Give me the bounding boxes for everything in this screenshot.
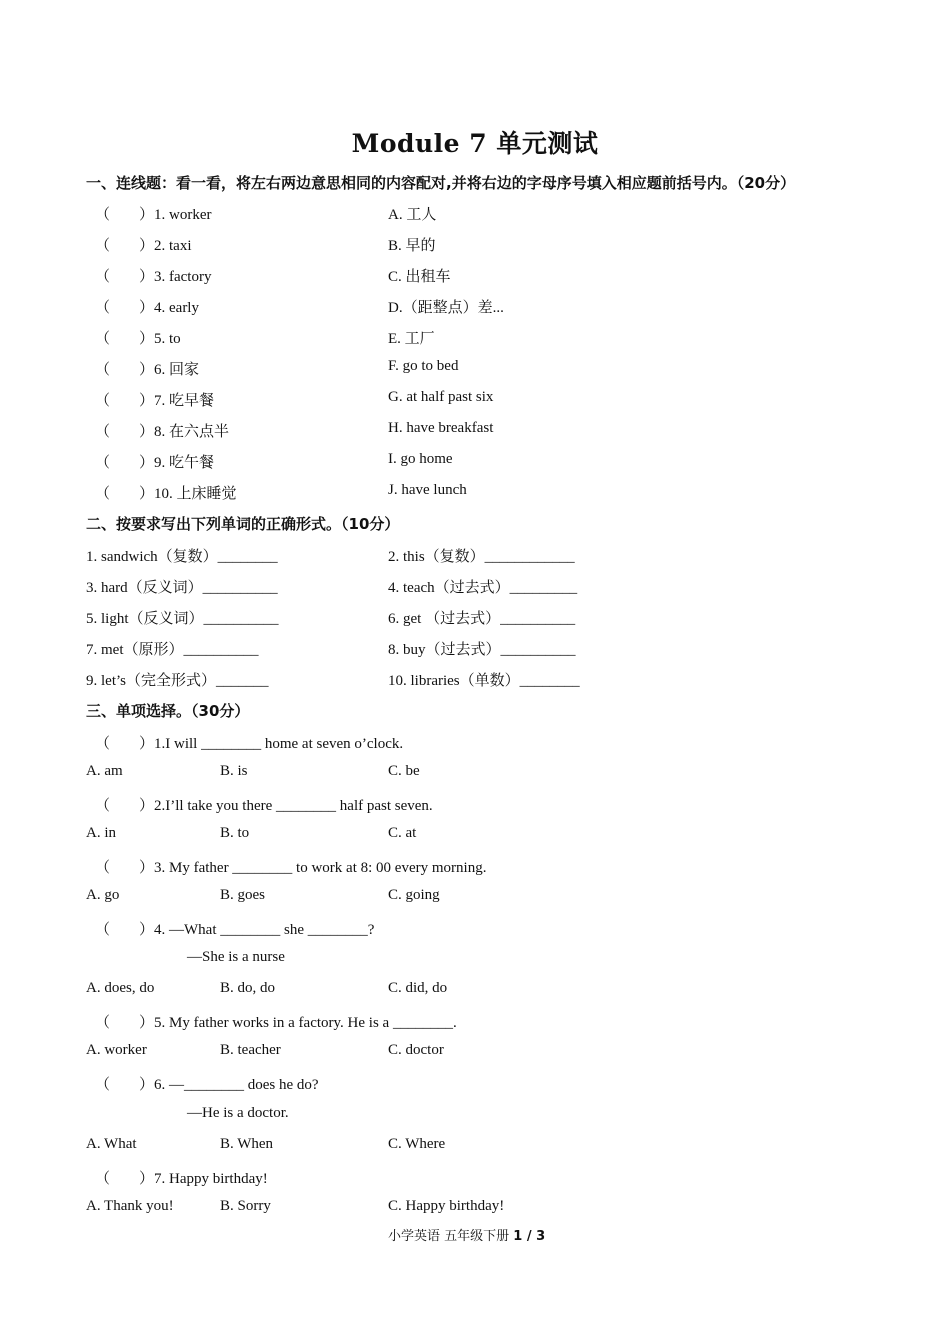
answer-paren: （: [95, 300, 111, 316]
answer-paren: （: [95, 1077, 111, 1093]
option-b: B. teacher: [220, 1042, 281, 1058]
section-2-heading: 二、按要求写出下列单词的正确形式。（10分）: [86, 515, 400, 533]
question-stem: ）5. My father works in a factory. He is a ________.: [139, 1015, 457, 1031]
question-stem: ）1.I will ________ home at seven o’clock.: [139, 736, 404, 752]
question-stem: ）2.I’ll take you there ________ half past seven.: [139, 798, 433, 814]
answer-paren: （: [95, 798, 111, 814]
option-c: C. did, do: [388, 980, 448, 996]
matching-right-item: C. 出租车: [388, 269, 451, 285]
word-form-item: 10. libraries（单数）________: [388, 673, 580, 689]
option-c: C. be: [388, 763, 420, 779]
matching-left-item: ）5. to: [139, 331, 181, 347]
answer-paren: （: [95, 1171, 111, 1187]
matching-left-item: ）7. 吃早餐: [139, 393, 215, 409]
question-stem: ）7. Happy birthday!: [139, 1171, 268, 1187]
page-footer: [388, 1225, 545, 1244]
matching-left-item: ）2. taxi: [139, 238, 192, 254]
option-c: C. doctor: [388, 1042, 444, 1058]
question-stem: ）3. My father ________ to work at 8: 00 every morning.: [139, 860, 487, 876]
answer-paren: （: [95, 486, 111, 502]
option-a: A. does, do: [86, 980, 155, 996]
matching-left-item: ）10. 上床睡觉: [139, 486, 237, 502]
option-c: C. Where: [388, 1136, 446, 1152]
matching-left-item: ）4. early: [139, 300, 199, 316]
answer-paren: （: [95, 393, 111, 409]
option-b: B. is: [220, 763, 248, 779]
matching-right-item: D.（距整点）差...: [388, 300, 504, 316]
matching-right-item: G. at half past six: [388, 389, 494, 405]
matching-left-item: ）8. 在六点半: [139, 424, 230, 440]
dialogue-reply: —He is a doctor.: [187, 1105, 289, 1121]
answer-paren: （: [95, 736, 111, 752]
question-stem: ）4. —What ________ she ________?: [139, 922, 375, 938]
option-b: B. to: [220, 825, 250, 841]
answer-paren: （: [95, 424, 111, 440]
dialogue-reply: —She is a nurse: [187, 949, 285, 965]
matching-right-item: J. have lunch: [388, 482, 467, 498]
section-1-heading: 一、连线题：看一看，将左右两边意思相同的内容配对,并将右边的字母序号填入相应题前括号内。（20分）: [86, 174, 796, 192]
answer-paren: （: [95, 238, 111, 254]
word-form-item: 4. teach（过去式）_________: [388, 580, 578, 596]
option-b: B. do, do: [220, 980, 276, 996]
word-form-item: 2. this（复数）____________: [388, 549, 575, 565]
answer-paren: （: [95, 207, 111, 223]
question-stem: ）6. —________ does he do?: [139, 1077, 319, 1093]
option-a: A. in: [86, 825, 116, 841]
matching-left-item: ）9. 吃午餐: [139, 455, 215, 471]
option-a: A. Thank you!: [86, 1198, 174, 1214]
option-a: A. go: [86, 887, 120, 903]
option-c: C. going: [388, 887, 440, 903]
matching-right-item: B. 早的: [388, 238, 436, 254]
page-number: 1 / 3: [513, 1229, 546, 1244]
answer-paren: （: [95, 269, 111, 285]
option-b: B. Sorry: [220, 1198, 271, 1214]
option-a: A. What: [86, 1136, 137, 1152]
answer-paren: （: [95, 362, 111, 378]
matching-right-item: A. 工人: [388, 207, 437, 223]
matching-left-item: ）1. worker: [139, 207, 212, 223]
answer-paren: （: [95, 922, 111, 938]
footer-text: 小学英语 五年级下册: [388, 1229, 514, 1244]
answer-paren: （: [95, 455, 111, 471]
option-c: C. at: [388, 825, 417, 841]
word-form-item: 5. light（反义词）__________: [86, 611, 279, 627]
answer-paren: （: [95, 331, 111, 347]
word-form-item: 1. sandwich（复数）________: [86, 549, 278, 565]
option-a: A. worker: [86, 1042, 147, 1058]
matching-left-item: ）3. factory: [139, 269, 212, 285]
section-3-heading: 三、单项选择。（30分）: [86, 702, 250, 720]
word-form-item: 6. get （过去式）__________: [388, 611, 576, 627]
option-c: C. Happy birthday!: [388, 1198, 505, 1214]
option-b: B. goes: [220, 887, 265, 903]
page-title: Module 7 单元测试: [351, 129, 599, 158]
matching-left-item: ）6. 回家: [139, 362, 200, 378]
word-form-item: 3. hard（反义词）__________: [86, 580, 278, 596]
answer-paren: （: [95, 860, 111, 876]
matching-right-item: E. 工厂: [388, 331, 435, 347]
matching-right-item: I. go home: [388, 451, 453, 467]
word-form-item: 7. met（原形）__________: [86, 642, 259, 658]
matching-right-item: F. go to bed: [388, 358, 459, 374]
word-form-item: 8. buy（过去式）__________: [388, 642, 576, 658]
option-b: B. When: [220, 1136, 274, 1152]
word-form-item: 9. let’s（完全形式）_______: [86, 673, 269, 689]
matching-right-item: H. have breakfast: [388, 420, 494, 436]
answer-paren: （: [95, 1015, 111, 1031]
option-a: A. am: [86, 763, 123, 779]
